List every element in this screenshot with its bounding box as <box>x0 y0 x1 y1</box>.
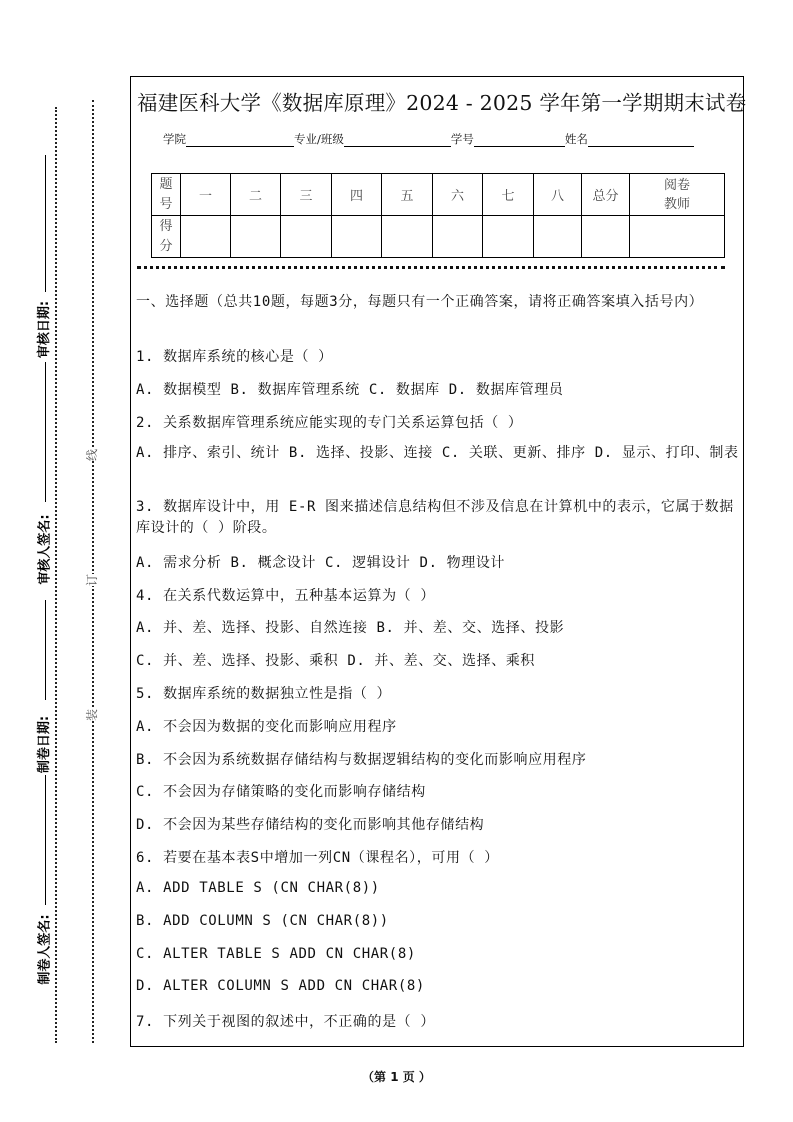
question-1-options: A. 数据模型 B. 数据库管理系统 C. 数据库 D. 数据库管理员 <box>136 382 564 398</box>
question-6-option-b: B. ADD COLUMN S (CN CHAR(8)) <box>136 913 389 929</box>
maker-sign-label: 制卷人签名: <box>37 914 53 985</box>
question-number-header: 题 号 <box>152 174 181 216</box>
grader-cell[interactable] <box>630 216 725 258</box>
page-number: （第 1 页 ） <box>362 1070 431 1084</box>
score-cell[interactable] <box>231 216 281 258</box>
dotted-divider <box>137 266 725 269</box>
binding-char-xian: 线 <box>85 448 100 462</box>
score-cell[interactable] <box>483 216 534 258</box>
binding-char-zhuang: 装 <box>85 708 100 722</box>
score-row <box>152 216 725 258</box>
reviewer-sign-line <box>45 600 46 700</box>
exam-title: 福建医科大学《数据库原理》2024 - 2025 学年第一学期期末试卷 <box>137 91 747 115</box>
question-5-option-c: C. 不会因为存储策略的变化而影响存储结构 <box>136 784 426 800</box>
score-cell[interactable] <box>281 216 332 258</box>
college-label: 学院 <box>163 132 186 146</box>
name-label: 姓名 <box>564 132 588 146</box>
question-5-option-a: A. 不会因为数据的变化而影响应用程序 <box>136 719 397 735</box>
question-6-stem: 6. 若要在基本表S中增加一列CN（课程名），可用（ ） <box>136 850 499 866</box>
question-6-option-d: D. ALTER COLUMN S ADD CN CHAR(8) <box>136 978 425 994</box>
grader-header: 阅卷 教师 <box>630 174 725 216</box>
column-header: 八 <box>534 174 582 216</box>
column-header: 六 <box>433 174 483 216</box>
name-field[interactable] <box>588 132 694 147</box>
score-cell[interactable] <box>181 216 231 258</box>
question-4-option-line-2: C. 并、差、选择、投影、乘积 D. 并、差、交、选择、乘积 <box>136 653 535 669</box>
reviewer-sign-label: 审核人签名: <box>37 514 53 585</box>
question-6-option-c: C. ALTER TABLE S ADD CN CHAR(8) <box>136 946 416 962</box>
question-2-options: A. 排序、索引、统计 B. 选择、投影、连接 C. 关联、更新、排序 D. 显示、打印、制表 <box>136 445 739 461</box>
maker-date-line <box>45 775 46 905</box>
student-id-field[interactable] <box>474 132 565 147</box>
total-score-cell[interactable] <box>582 216 630 258</box>
score-cell[interactable] <box>534 216 582 258</box>
question-3-stem: 3. 数据库设计中，用 E-R 图来描述信息结构但不涉及信息在计算机中的表示，它属于数据库设计的（ ）阶段。 <box>136 499 734 536</box>
column-header: 四 <box>332 174 382 216</box>
reviewer-date-line <box>45 155 46 292</box>
question-7-stem: 7. 下列关于视图的叙述中，不正确的是（ ） <box>136 1014 435 1030</box>
score-cell[interactable] <box>433 216 483 258</box>
maker-date-label: 制卷日期: <box>37 715 52 774</box>
college-field[interactable] <box>186 132 294 147</box>
major-class-field[interactable] <box>344 132 451 147</box>
binding-char-ding: 订 <box>85 573 100 587</box>
column-header: 二 <box>231 174 281 216</box>
column-header: 五 <box>382 174 433 216</box>
question-2-stem: 2. 关系数据库管理系统应能实现的专门关系运算包括（ ） <box>136 415 523 431</box>
question-4-option-line-1: A. 并、差、选择、投影、自然连接 B. 并、差、交、选择、投影 <box>136 620 565 636</box>
section-heading: 一、选择题（总共10题，每题3分，每题只有一个正确答案，请将正确答案填入括号内） <box>136 294 704 310</box>
question-4-stem: 4. 在关系代数运算中，五种基本运算为（ ） <box>136 588 435 604</box>
question-5-stem: 5. 数据库系统的数据独立性是指（ ） <box>136 686 392 702</box>
major-class-label: 专业/班级 <box>294 132 344 146</box>
score-header: 得 分 <box>152 216 181 258</box>
question-3-options: A. 需求分析 B. 概念设计 C. 逻辑设计 D. 物理设计 <box>136 555 506 571</box>
student-id-label: 学号 <box>450 132 474 146</box>
student-info-row <box>163 131 694 147</box>
question-5-option-b: B. 不会因为系统数据存储结构与数据逻辑结构的变化而影响应用程序 <box>136 752 587 768</box>
question-1-stem: 1. 数据库系统的核心是（ ） <box>136 349 333 365</box>
question-5-option-d: D. 不会因为某些存储结构的变化而影响其他存储结构 <box>136 817 485 833</box>
column-header: 一 <box>181 174 231 216</box>
column-header: 三 <box>281 174 332 216</box>
total-score-header: 总分 <box>582 174 630 216</box>
score-cell[interactable] <box>382 216 433 258</box>
reviewer-date-line-lower <box>45 362 46 502</box>
column-header: 七 <box>483 174 534 216</box>
score-table <box>151 173 725 258</box>
score-cell[interactable] <box>332 216 382 258</box>
outer-dotted-line <box>55 107 57 1043</box>
inner-dotted-line <box>92 100 94 1043</box>
reviewer-date-label: 审核日期: <box>37 300 52 359</box>
question-6-option-a: A. ADD TABLE S (CN CHAR(8)) <box>136 880 380 896</box>
question-number-row <box>152 174 725 216</box>
